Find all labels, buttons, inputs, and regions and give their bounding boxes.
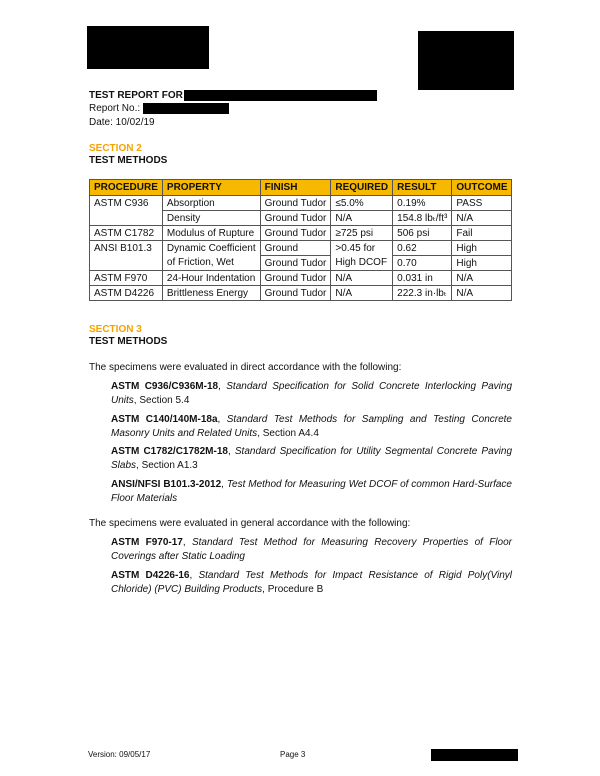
table-cell: Ground Tudor — [260, 211, 331, 226]
table-cell: High DCOF — [331, 256, 393, 271]
table-cell — [90, 256, 163, 271]
table-cell: N/A — [452, 286, 512, 301]
col-header: REQUIRED — [331, 180, 393, 196]
standard-title: Standard Test Methods for Sampling and Testing Concrete Masonry Units and Related Units — [111, 414, 512, 439]
section-2-number: SECTION 2 — [89, 143, 142, 154]
table-cell: N/A — [331, 286, 393, 301]
footer-page-number: Page 3 — [280, 750, 306, 759]
table-cell: Ground Tudor — [260, 196, 331, 211]
report-number-label: Report No.: — [89, 103, 141, 114]
standard-code: ASTM C936/C936M-18 — [111, 381, 219, 392]
table-cell: Modulus of Rupture — [162, 226, 260, 241]
standard-title: Standard Specification for Utility Segmental Concrete Paving Slabs — [111, 446, 513, 471]
table-cell: ANSI B101.3 — [90, 241, 163, 256]
standard-code: ASTM D4226-16 — [111, 570, 190, 581]
section-3-number: SECTION 3 — [89, 324, 142, 335]
standard-separator: , — [218, 381, 227, 392]
standard-tail: , Section A4.4 — [257, 428, 319, 439]
standard-item — [111, 536, 512, 564]
section-2-title: TEST METHODS — [89, 155, 168, 166]
results-table — [89, 179, 512, 301]
table-row — [90, 271, 512, 286]
standard-item — [111, 569, 512, 597]
standard-separator: , — [182, 537, 192, 548]
report-title-text: TEST REPORT FOR — [89, 90, 183, 101]
table-header-row — [90, 180, 512, 196]
table-row — [90, 286, 512, 301]
redacted-footer-block — [431, 749, 518, 761]
section-3-title: TEST METHODS — [89, 336, 168, 347]
table-row — [90, 256, 512, 271]
table-cell: ≤5.0% — [331, 196, 393, 211]
standard-item — [111, 445, 512, 473]
col-header: OUTCOME — [452, 180, 512, 196]
col-header: PROPERTY — [162, 180, 260, 196]
table-cell: 0.62 — [393, 241, 452, 256]
table-cell: Ground Tudor — [260, 271, 331, 286]
table-cell: of Friction, Wet — [162, 256, 260, 271]
table-cell: N/A — [331, 271, 393, 286]
table-cell: Brittleness Energy — [162, 286, 260, 301]
standard-code: ASTM F970-17 — [111, 537, 183, 548]
table-cell: N/A — [452, 211, 512, 226]
table-cell: N/A — [331, 211, 393, 226]
standard-code: ANSI/NFSI B101.3-2012 — [111, 479, 222, 490]
redacted-logo-right — [418, 31, 514, 90]
table-row — [90, 211, 512, 226]
standard-separator: , — [227, 446, 235, 457]
table-cell: 222.3 in·lbₜ — [393, 286, 452, 301]
table-cell: ASTM C936 — [90, 196, 163, 211]
table-cell: Absorption — [162, 196, 260, 211]
standard-separator: , — [189, 570, 199, 581]
standard-title: Test Method for Measuring Wet DCOF of common Hard-Surface Floor Materials — [111, 479, 512, 504]
table-cell: Fail — [452, 226, 512, 241]
table-cell: High — [452, 241, 512, 256]
table-cell: PASS — [452, 196, 512, 211]
report-title — [89, 89, 377, 102]
standard-item — [111, 413, 512, 441]
standard-title: Standard Test Methods for Impact Resistance of Rigid Poly(Vinyl Chloride) (PVC) Building Products — [111, 570, 513, 595]
table-cell: >0.45 for — [331, 241, 393, 256]
footer-version: Version: 09/05/17 — [88, 750, 151, 759]
standard-item — [111, 380, 512, 408]
table-cell: 154.8 lbₜ/ft³ — [393, 211, 452, 226]
col-header: RESULT — [393, 180, 452, 196]
standard-code: ASTM C1782/C1782M-18 — [111, 446, 228, 457]
table-cell: ASTM C1782 — [90, 226, 163, 241]
table-cell: 0.19% — [393, 196, 452, 211]
redacted-client-name — [184, 90, 377, 101]
table-cell: 24-Hour Indentation — [162, 271, 260, 286]
table-cell: 506 psi — [393, 226, 452, 241]
redacted-logo-left — [87, 26, 209, 69]
direct-accordance-intro: The specimens were evaluated in direct accordance with the following: — [89, 362, 402, 373]
standard-tail: , Section A1.3 — [136, 460, 198, 471]
standard-code: ASTM C140/140M-18a — [111, 414, 218, 425]
table-cell: 0.70 — [393, 256, 452, 271]
table-cell: Ground Tudor — [260, 226, 331, 241]
table-row — [90, 226, 512, 241]
table-cell: ASTM F970 — [90, 271, 163, 286]
table-cell: Ground Tudor — [260, 286, 331, 301]
table-cell: ≥725 psi — [331, 226, 393, 241]
table-cell: Ground Tudor — [260, 256, 331, 271]
standard-separator: , — [217, 414, 227, 425]
general-accordance-intro: The specimens were evaluated in general accordance with the following: — [89, 518, 411, 529]
table-cell: Density — [162, 211, 260, 226]
table-cell: 0.031 in — [393, 271, 452, 286]
report-number — [89, 102, 229, 115]
table-cell: Dynamic Coefficient — [162, 241, 260, 256]
standard-item — [111, 478, 512, 506]
col-header: FINISH — [260, 180, 331, 196]
report-date: Date: 10/02/19 — [89, 117, 155, 128]
standard-title: Standard Specification for Solid Concrete Interlocking Paving Units — [111, 381, 512, 406]
redacted-report-number — [143, 103, 229, 114]
table-cell: N/A — [452, 271, 512, 286]
standard-separator: , — [221, 479, 227, 490]
table-cell: Ground — [260, 241, 331, 256]
table-cell — [90, 211, 163, 226]
table-cell: High — [452, 256, 512, 271]
standard-tail: , Procedure B — [262, 584, 324, 595]
table-cell: ASTM D4226 — [90, 286, 163, 301]
table-row — [90, 241, 512, 256]
standard-tail: , Section 5.4 — [133, 395, 190, 406]
standard-title: Standard Test Method for Measuring Recovery Properties of Floor Coverings after Static Loading — [111, 537, 513, 562]
table-row — [90, 196, 512, 211]
col-header: PROCEDURE — [90, 180, 163, 196]
